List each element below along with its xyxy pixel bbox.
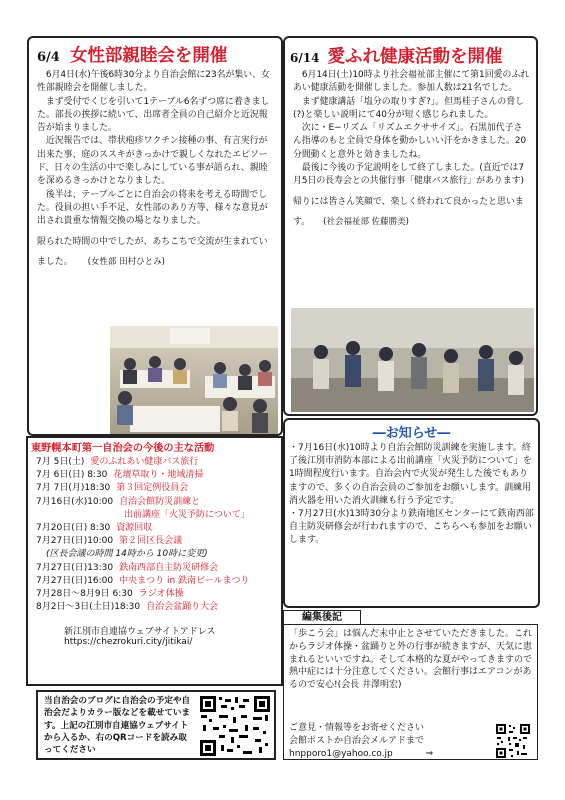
schedule-event: ラジオ体操	[138, 589, 184, 600]
schedule-row	[36, 601, 280, 614]
article1-paragraph: 6月4日(水)午後6時30分より自治会館に23名が集い、女性部親睦会を開催しました。	[37, 70, 270, 94]
schedule-event: 中央まつり in 鉄南ビールまつり	[119, 575, 250, 586]
notice-item: ・7月27日(水)13時30分より鉄南地区センターにて鉄南西部自主防災研修会が行われますので、こちらへも参加をお願いします。	[289, 509, 534, 546]
contact-email-row	[289, 748, 433, 761]
article1-date: 6/4	[37, 50, 60, 65]
schedule-date: 7月27日(日)10:00	[36, 536, 114, 547]
blog-box	[36, 690, 276, 760]
qr-code-icon	[495, 723, 531, 759]
article1-paragraph: 後半は、テーブルごとに自治会の将来を考える時間でした。役員の担い手不足、女性部のあり方等、様々な意見が出され貴重な情報交換の場となりました。	[37, 189, 268, 227]
schedule-event: 鉄南西部自主防災研修会	[119, 562, 219, 573]
schedule-date: 8月2日〜3日(土日)18:30	[36, 602, 141, 613]
article-womens-club	[27, 36, 283, 436]
schedule-row	[36, 548, 280, 561]
qr-code-icon	[199, 695, 271, 757]
schedule-panel	[26, 436, 283, 686]
website-url[interactable]: https://chezrokuri.city/jitikai/	[64, 637, 193, 647]
exercise-photo-image	[291, 308, 534, 412]
article1-paragraph: まず受付でくじを引いて1テーブル6名ずつ席に着きました。部長の挨拶に続いて、出席者全員の自己紹介と近況報告が始まりました。	[37, 96, 270, 134]
article2-paragraph: 次に・E−リズム「リズムエクササイズ」。石黒加代子さん指導のもと全員で身体を動かしいい汗をかきました。20分間動くと意外と効きましたね。	[293, 123, 527, 160]
qr-code-blog[interactable]	[199, 695, 271, 757]
contact-line-2: 会館ポストか自治会メルアドまで	[289, 735, 425, 746]
article1-paragraph: 近況報告では、帯状疱疹ワクチン接種の事、有言実行が出来た事、庭のススキがきっかけで親しくなれたエピソード、日々の生活の中で楽しみにしている事が語られ、親睦を深めるきっかけとなりました。	[37, 136, 268, 187]
schedule-event: 第２回区長会議	[119, 536, 183, 547]
qr-code-email[interactable]	[495, 723, 531, 759]
schedule-event: 出前講座「火災予防について」	[124, 509, 250, 520]
editor-text: 「歩こう会」は悩んだ末中止とさせていただきました。これからラジオ体操・盆踊りと外の行事が続きますが、天気に恵まれるといいですね。そして本格的な夏がやってきますので熱中症には十分注意してください。会館行事はエアコンがあるので安心!(会長 井澤明宏)	[289, 629, 533, 691]
schedule-date: 7月27日(日)13:30	[36, 562, 114, 573]
schedule-event: 自治会盆踊り大会	[146, 602, 219, 613]
website-label: 新江別市自連協ウェブサイトアドレス	[64, 627, 216, 637]
article2-paragraph: 帰りには皆さん笑顔で、楽しく終われて良かったと思います。	[293, 196, 524, 227]
arrow-icon: ⇒	[425, 748, 434, 759]
editor-panel	[283, 610, 540, 760]
schedule-row	[36, 535, 280, 548]
article2-heading	[290, 43, 536, 67]
schedule-date: 7月27日(日)16:00	[36, 575, 114, 586]
schedule-title: 東野幌本町第一自治会の今後の主な活動	[31, 443, 215, 454]
article2-title: 愛ふれ健康活動を開催	[327, 47, 503, 67]
schedule-row	[36, 509, 280, 522]
notice-item: ・7月16日(水)10時より自治会館防災訓練を実施します。終了後江別市消防本部による出前講座「火災予防について」を1時間程度行います。自治会内で火災が発生した後でもありますので、多くの自治会員のご参加をお願いします。訓練用消火器を用いた消火訓練も行う予定です。	[289, 443, 532, 506]
schedule-row	[36, 469, 280, 482]
schedule-row	[36, 562, 280, 575]
schedule-event: 第３回定例役員会	[116, 483, 189, 494]
notice-panel	[283, 418, 540, 608]
schedule-event: (区長会議の時間 14時から 10時に変更)	[46, 549, 208, 560]
article2-paragraph: 6月14日(土)10時より社会福祉部主催にて第1回愛のふれあい健康活動を開催しました。参加人数は21名でした。	[293, 70, 530, 94]
party-photo-image	[110, 326, 278, 434]
article1-signature: (女性部 田村ひとみ)	[87, 256, 165, 267]
schedule-row	[36, 575, 280, 588]
schedule-event: 自治会館防災訓練と	[119, 496, 201, 507]
schedule-event: 花壇草取り・地域清掃	[113, 470, 204, 481]
editor-box	[283, 624, 538, 760]
article1-title: 女性部親睦会を開催	[69, 46, 228, 66]
schedule-date: 7月16日(水)10:00	[36, 496, 114, 507]
blog-text: 当自治会のブログに自治会の予定や自治会だよりカラー版などを載せています。上記の江別市自連協ウェブサイトから入るか、右のQRコードを読み取ってください	[44, 696, 191, 756]
contact-email[interactable]: hnpporo1@yahoo.co.jp	[289, 748, 393, 759]
schedule-row	[36, 522, 280, 535]
notice-title: ―お知らせ―	[372, 426, 451, 441]
contact-block	[289, 722, 433, 760]
schedule-row	[36, 456, 280, 469]
article-health-activity	[283, 36, 538, 416]
schedule-date: 7月20日(日) 8:30	[36, 523, 111, 534]
article2-paragraph: まず健康講話「塩分の取りすぎ?」。但馬桂子さんの脅し(?)と楽しい説明にて40分が短く感じられました。	[293, 96, 525, 120]
article1-body	[37, 69, 275, 269]
photo-health-exercise	[291, 308, 534, 412]
contact-line-1: ご意見・情報等をお寄せください	[289, 723, 425, 733]
schedule-date: 7月 5日(土)	[36, 457, 85, 467]
article2-body	[293, 69, 531, 229]
schedule-row	[36, 482, 280, 495]
article2-date: 6/14	[290, 51, 320, 65]
schedule-date: 7月28日〜8月9日 6:30	[36, 589, 133, 600]
schedule-event: 資源回収	[116, 523, 153, 534]
editor-title: 編集後記	[283, 610, 361, 625]
schedule-date: 7月 6日(日) 8:30	[36, 470, 108, 481]
schedule-date: 7月 7日(月)18:30	[36, 483, 111, 494]
notice-body	[289, 442, 534, 548]
article1-paragraph: 限られた時間の中でしたが、あちこちで交流が生まれていました。	[37, 236, 268, 267]
article2-signature: (社会福祉部 佐藤勝美)	[323, 216, 409, 227]
article2-paragraph: 最後に今後の予定説明をして終了しました。(直近では7月5日の長寿会との共催行事「健康バス旅行」があります)	[293, 163, 524, 187]
photo-womens-party	[110, 326, 278, 434]
schedule-event: 愛のふれあい健康バス旅行	[90, 457, 199, 467]
schedule-row	[36, 588, 280, 601]
schedule-list	[36, 456, 280, 614]
article1-heading	[37, 42, 277, 68]
schedule-row	[36, 496, 280, 509]
